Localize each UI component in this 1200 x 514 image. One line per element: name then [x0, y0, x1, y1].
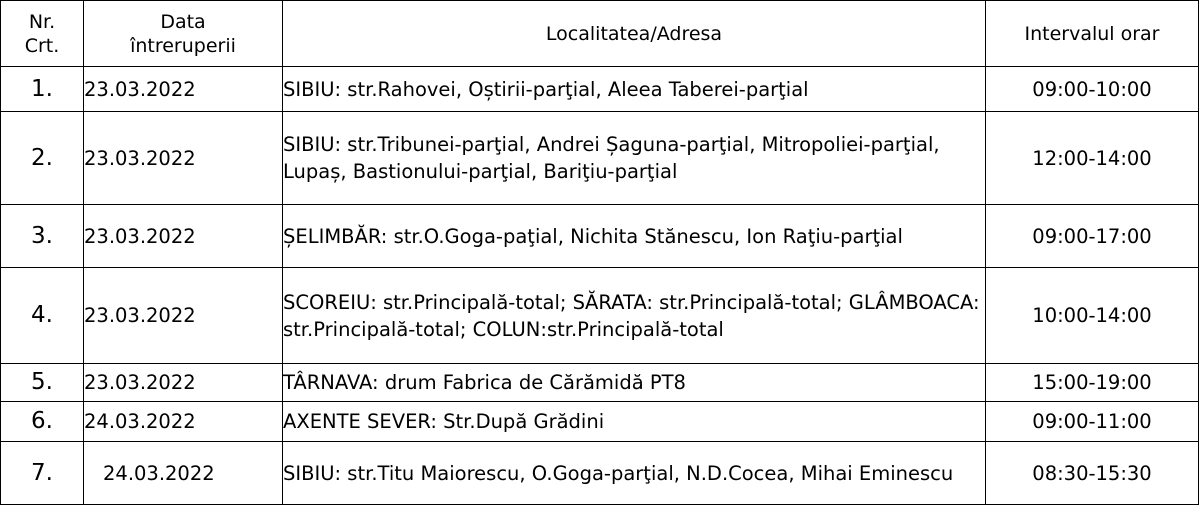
row-nr: 2. [1, 112, 84, 205]
row-nr: 1. [1, 67, 84, 112]
row-address: TÂRNAVA: drum Fabrica de Cărămidă PT8 [283, 364, 986, 402]
row-address: SIBIU: str.Tribunei-parţial, Andrei Șaguna-parţial, Mitropoliei-parţial, Lupaș, Bastionului-parţial, Bariţiu-parţial [283, 112, 986, 205]
row-date: 23.03.2022 [84, 112, 283, 205]
row-interval: 08:30-15:30 [986, 442, 1199, 505]
row-interval: 09:00-10:00 [986, 67, 1199, 112]
row-interval: 10:00-14:00 [986, 268, 1199, 364]
row-date: 24.03.2022 [84, 402, 283, 442]
row-interval: 12:00-14:00 [986, 112, 1199, 205]
table-row [1, 205, 1199, 268]
row-address: ȘELIMBĂR: str.O.Goga-paţial, Nichita Stănescu, Ion Raţiu-parţial [283, 205, 986, 268]
row-nr: 3. [1, 205, 84, 268]
header-interval: Intervalul orar [986, 1, 1199, 67]
header-date: Data întreruperii [84, 1, 283, 67]
row-address: SIBIU: str.Rahovei, Oștirii-parţial, Aleea Taberei-parţial [283, 67, 986, 112]
table-row [1, 364, 1199, 402]
row-address: SCOREIU: str.Principală-total; SĂRATA: str.Principală-total; GLÂMBOACA: str.Principală-total; COLUN:str.Principală-total [283, 268, 986, 364]
header-nr: Nr. Crt. [1, 1, 84, 67]
row-date: 23.03.2022 [84, 364, 283, 402]
row-nr: 5. [1, 364, 84, 402]
table-row [1, 112, 1199, 205]
row-date: 23.03.2022 [84, 205, 283, 268]
header-address: Localitatea/Adresa [283, 1, 986, 67]
row-interval: 09:00-17:00 [986, 205, 1199, 268]
row-address: SIBIU: str.Titu Maiorescu, O.Goga-parţial, N.D.Cocea, Mihai Eminescu [283, 442, 986, 505]
table-row [1, 442, 1199, 505]
row-interval: 09:00-11:00 [986, 402, 1199, 442]
row-nr: 7. [1, 442, 84, 505]
row-date: 24.03.2022 [84, 442, 283, 505]
table-row [1, 402, 1199, 442]
table-header-row [1, 1, 1199, 67]
row-nr: 6. [1, 402, 84, 442]
row-nr: 4. [1, 268, 84, 364]
row-interval: 15:00-19:00 [986, 364, 1199, 402]
row-date: 23.03.2022 [84, 67, 283, 112]
row-address: AXENTE SEVER: Str.După Grădini [283, 402, 986, 442]
row-date: 23.03.2022 [84, 268, 283, 364]
table-row [1, 268, 1199, 364]
table-row [1, 67, 1199, 112]
